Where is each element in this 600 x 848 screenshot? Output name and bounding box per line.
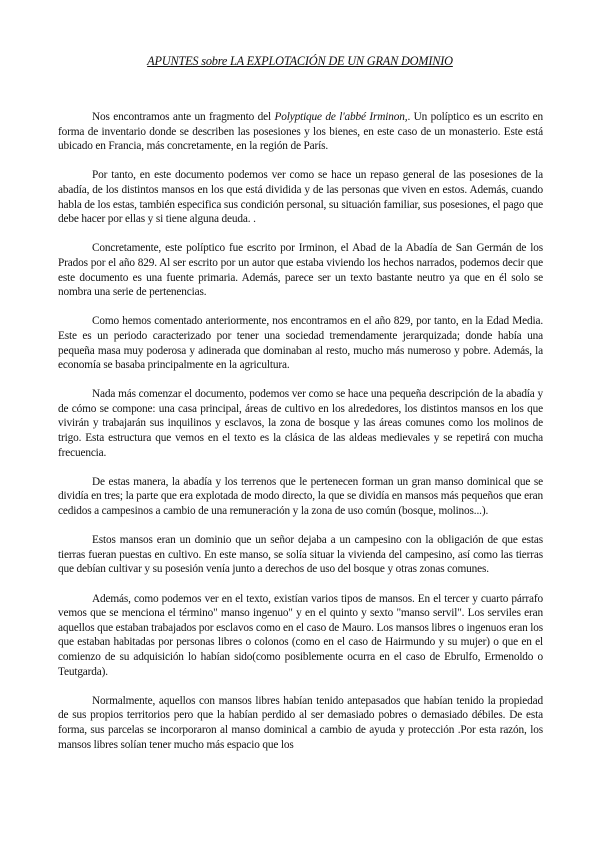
paragraph-1-intro: Nos encontramos ante un fragmento del xyxy=(92,111,275,123)
paragraph-6: De estas manera, la abadía y los terrenos que le pertenecen forman un gran manso dominical que se dividía en tres; la parte que era explotada de modo directo, la que se dividía en mansos más pequeños que eran cedidos a campesinos a cambio de una remuneración y la zona de uso común (bosque, molinos...). xyxy=(58,475,543,518)
paragraph-1-rest: . Un políptico es un escrito en forma de inventario donde se describen las posesiones y los bienes, en este caso de un monasterio. Este está ubicado en Francia, más concretamente, en la región de París. xyxy=(58,111,543,153)
paragraph-2: Por tanto, en este documento podemos ver como se hace un repaso general de las posesiones de la abadía, de los distintos mansos en los que está dividida y de las personas que viven en estos. Además, cuando habla de los estas, también especifica sus condición personal, su situación familiar, sus posesiones, el pago que debe hacer por ellas y si tiene alguna deuda. . xyxy=(58,169,543,226)
document-body xyxy=(58,110,543,752)
source-title-emphasis: Polyptique de l'abbé Irminon, xyxy=(274,111,408,123)
paragraph-3: Concretamente, este políptico fue escrito por Irminon, el Abad de la Abadía de San Germán de los Prados por el año 829. Al ser escrito por un autor que estaba viviendo los hechos narrados, podemos decir que este documento es una fuente primaria. Además, parece ser un texto bastante neutro ya que en él solo se nombra una serie de pertenencias. xyxy=(58,242,543,299)
paragraph-5: Nada más comenzar el documento, podemos ver como se hace una pequeña descripción de la abadía y de cómo se compone: una casa principal, áreas de cultivo en los alrededores, los distintos mansos en los que vivirán y trabajarán sus inquilinos y esclavos, la zona de bosque y las áreas comunes como los molinos de trigo. Esta estructura que vemos en el texto es la clásica de las aldeas medievales y se repetirá con mucha frecuencia. xyxy=(58,388,543,459)
paragraph-4: Como hemos comentado anteriormente, nos encontramos en el año 829, por tanto, en la Edad Media. Este es un periodo caracterizado por tener una sociedad tremendamente jerarquizada; donde había una pequeña masa muy poderosa y adinerada que dominaban al resto, mucho más numeroso y pobre. Además, la economía se basaba principalmente en la agricultura. xyxy=(58,315,543,372)
paragraph-1 xyxy=(58,110,543,154)
paragraph-8: Además, como podemos ver en el texto, existían varios tipos de mansos. En el tercer y cuarto párrafo vemos que se menciona el término" manso ingenuo" y en el quinto y sexto "manso servil". Los serviles eran aquellos que estaban trabajados por esclavos como en el caso de Mauro. Los mansos libres o ingenuos eran los que estaban habitadas por personas libres o colonos (como en el caso de Hairmundo y su mujer) o que en el comienzo de su adquisición lo habían sido(como posiblemente ocurra en el caso de Ebrulfo, Ermenoldo o Teutgarda). xyxy=(58,592,543,678)
document-title: APUNTES sobre LA EXPLOTACIÓN DE UN GRAN DOMINIO xyxy=(147,54,453,68)
paragraph-9: Normalmente, aquellos con mansos libres habían tenido antepasados que habían tenido la propiedad de sus propios territorios pero que la habían perdido al ser demasiado pobres o demasiado débiles. De esta forma, sus parcelas se incorporaron al manso dominical a cambio de ayuda y protección .Por esta razón, los mansos libres solían tener mucho más espacio que los xyxy=(58,694,543,751)
paragraph-7: Estos mansos eran un dominio que un señor dejaba a un campesino con la obligación de que estas tierras fueran puestas en cultivo. En este manso, se solía situar la vivienda del campesino, así como las tierras que debían cultivar y su posesión venía junto a derechos de uso del bosque y otras zonas comunes. xyxy=(58,534,543,576)
